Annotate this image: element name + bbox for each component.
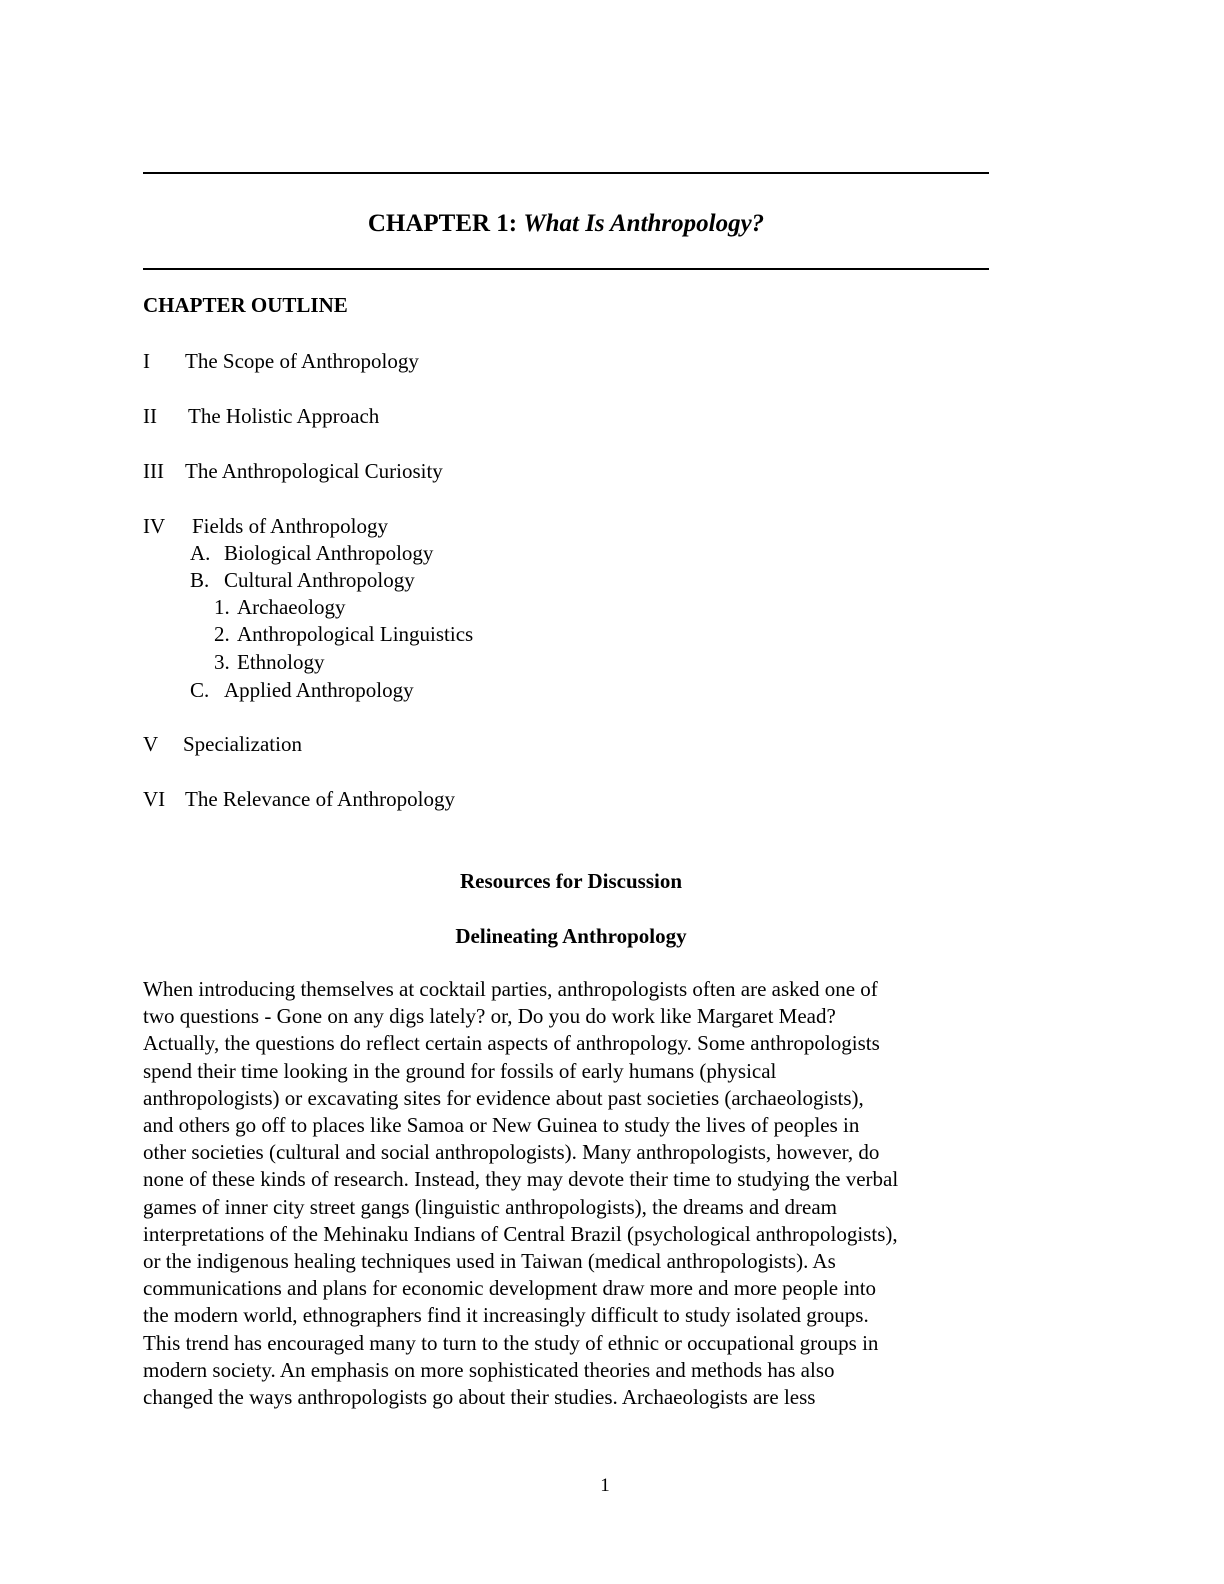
section-heading: Delineating Anthropology: [455, 924, 687, 948]
paragraph-line: two questions - Gone on any digs lately? or, Do you do work like Margaret Mead?: [143, 1004, 836, 1029]
outline-subitem: Biological Anthropology: [224, 541, 434, 565]
outline-number: V: [143, 732, 159, 756]
outline-subnumber: 1.: [214, 595, 230, 619]
paragraph-line: modern society. An emphasis on more sophisticated theories and methods has also: [143, 1357, 835, 1382]
body-paragraph: [143, 976, 1013, 1411]
paragraph-line: interpretations of the Mehinaku Indians of Central Brazil (psychological anthropologists),: [143, 1221, 898, 1246]
paragraph-line: none of these kinds of research. Instead, they may devote their time to studying the verbal: [143, 1167, 899, 1192]
paragraph-line: the modern world, ethnographers find it increasingly difficult to study isolated groups.: [143, 1303, 869, 1328]
outline-number: I: [143, 349, 150, 373]
paragraph-line: Actually, the questions do reflect certain aspects of anthropology. Some anthropologists: [143, 1031, 880, 1056]
outline-item: The Anthropological Curiosity: [185, 459, 443, 483]
paragraph-line: communications and plans for economic development draw more and more people into: [143, 1276, 877, 1301]
outline-item: The Relevance of Anthropology: [185, 787, 456, 811]
outline-subletter: B.: [190, 568, 210, 592]
outline-subletter: C.: [190, 678, 210, 702]
outline-subsubitem: Anthropological Linguistics: [237, 622, 474, 646]
chapter-label: CHAPTER 1:: [367, 210, 518, 237]
outline-subnumber: 3.: [214, 650, 230, 674]
outline-number: III: [143, 459, 164, 483]
outline-item: The Holistic Approach: [188, 404, 380, 428]
paragraph-line: spend their time looking in the ground for fossils of early humans (physical: [143, 1058, 777, 1083]
outline-subnumber: 2.: [214, 622, 230, 646]
chapter-title-text: What Is Anthropology?: [523, 210, 765, 237]
outline-item: The Scope of Anthropology: [185, 349, 419, 373]
top-rule: [143, 172, 989, 174]
resources-heading: Resources for Discussion: [459, 869, 683, 893]
paragraph-line: changed the ways anthropologists go about their studies. Archaeologists are less: [143, 1385, 816, 1410]
outline-item: Fields of Anthropology: [192, 514, 389, 538]
outline-number: VI: [143, 787, 166, 811]
outline-number: IV: [143, 514, 166, 538]
bottom-rule: [143, 268, 989, 270]
outline-subsubitem: Archaeology: [237, 595, 346, 619]
outline-number: II: [143, 404, 157, 428]
chapter-title: [143, 204, 989, 244]
outline-subitem: Cultural Anthropology: [224, 568, 415, 592]
outline-subletter: A.: [190, 541, 211, 565]
outline-subsubitem: Ethnology: [237, 650, 325, 674]
paragraph-line: and others go off to places like Samoa or New Guinea to study the lives of peoples in: [143, 1113, 860, 1138]
paragraph-line: other societies (cultural and social anthropologists). Many anthropologists, however, do: [143, 1140, 880, 1165]
paragraph-line: games of inner city street gangs (linguistic anthropologists), the dreams and dream: [143, 1194, 837, 1219]
paragraph-line: anthropologists) or excavating sites for evidence about past societies (archaeologists),: [143, 1085, 864, 1110]
page-number: 1: [600, 1475, 610, 1496]
paragraph-line: When introducing themselves at cocktail parties, anthropologists often are asked one of: [143, 977, 878, 1001]
paragraph-line: or the indigenous healing techniques used in Taiwan (medical anthropologists). As: [143, 1249, 836, 1274]
outline-item: Specialization: [183, 732, 302, 756]
paragraph-line: This trend has encouraged many to turn to the study of ethnic or occupational groups in: [143, 1330, 879, 1355]
outline-subitem: Applied Anthropology: [224, 678, 414, 702]
outline-heading: CHAPTER OUTLINE: [143, 293, 348, 317]
